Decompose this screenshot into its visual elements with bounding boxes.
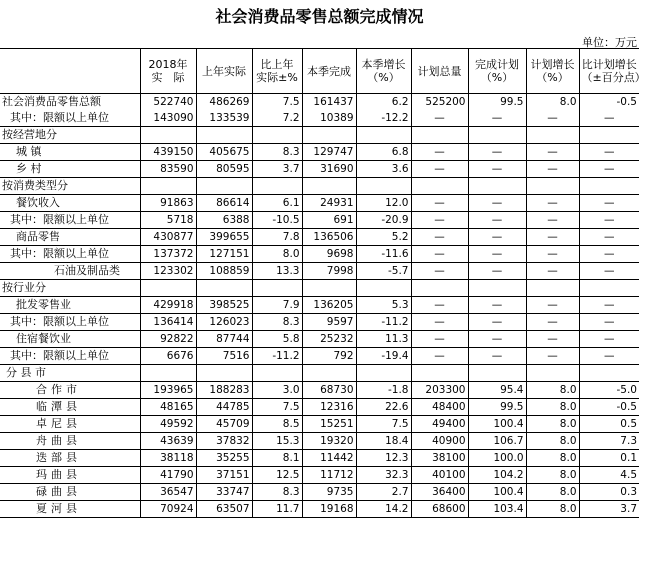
table-cell: 12316 [302,399,356,416]
table-cell: — [526,212,579,229]
table-cell: — [411,263,468,280]
table-cell: — [468,263,526,280]
table-row [0,110,639,127]
row-label: 玛曲县 [0,467,140,484]
table-cell: — [411,297,468,314]
table-cell: 9597 [302,314,356,331]
table-cell: 8.0 [526,382,579,399]
table-cell: — [526,297,579,314]
row-label: 其中：限额以上单位 [0,110,140,127]
table-cell: 106.7 [468,433,526,450]
table-cell: 95.4 [468,382,526,399]
table-cell: 19168 [302,501,356,518]
table-cell: -10.5 [252,212,302,229]
table-cell: 36547 [140,484,196,501]
table-cell: — [411,229,468,246]
table-cell [302,127,356,144]
row-label: 夏河县 [0,501,140,518]
table-cell: -0.5 [579,94,639,111]
table-cell: 99.5 [468,94,526,111]
table-cell: 136205 [302,297,356,314]
table-cell [252,280,302,297]
table-cell: 7516 [196,348,252,365]
table-cell: 70924 [140,501,196,518]
row-label: 按行业分 [0,280,140,297]
table-cell: 99.5 [468,399,526,416]
table-cell: 100.4 [468,484,526,501]
table-cell: 38100 [411,450,468,467]
table-cell: 11442 [302,450,356,467]
table-row [0,382,639,399]
table-cell [526,280,579,297]
table-cell: — [468,348,526,365]
column-header: 比上年 实际±% [252,49,302,94]
row-label: 临潭县 [0,399,140,416]
table-cell: 8.1 [252,450,302,467]
table-cell: — [468,195,526,212]
table-cell: 398525 [196,297,252,314]
table-cell [526,127,579,144]
table-cell: 133539 [196,110,252,127]
table-cell [468,127,526,144]
table-row [0,246,639,263]
table-cell: — [579,331,639,348]
table-cell: — [579,144,639,161]
table-row [0,297,639,314]
table-cell [579,365,639,382]
table-cell: 45709 [196,416,252,433]
table-cell: 691 [302,212,356,229]
table-cell: 3.6 [356,161,411,178]
table-cell: — [526,161,579,178]
table-cell: 8.0 [526,94,579,111]
row-label: 其中：限额以上单位 [0,348,140,365]
table-cell [140,127,196,144]
table-cell: — [579,263,639,280]
table-cell: — [411,110,468,127]
row-label: 舟曲县 [0,433,140,450]
table-cell: 6388 [196,212,252,229]
table-cell: 49592 [140,416,196,433]
table-cell: 6.1 [252,195,302,212]
table-cell: — [579,297,639,314]
table-cell: 24931 [302,195,356,212]
table-cell: — [411,161,468,178]
table-cell: — [579,195,639,212]
table-cell: 6676 [140,348,196,365]
table-cell: 33747 [196,484,252,501]
table-cell: 792 [302,348,356,365]
table-cell: -11.6 [356,246,411,263]
column-header: 上年实际 [196,49,252,94]
row-label: 碌曲县 [0,484,140,501]
table-cell: -5.7 [356,263,411,280]
row-label: 乡 村 [0,161,140,178]
table-cell [579,280,639,297]
table-cell: — [468,212,526,229]
row-label: 石油及制品类 [0,263,140,280]
column-header: 2018年 实 际 [140,49,196,94]
table-cell: — [579,348,639,365]
table-cell: 7.3 [579,433,639,450]
table-cell: -12.2 [356,110,411,127]
table-cell: 8.0 [526,399,579,416]
table-cell [356,127,411,144]
table-cell: — [526,314,579,331]
table-header-row [0,49,639,94]
table-cell [468,365,526,382]
table-cell: 31690 [302,161,356,178]
table-cell: 8.0 [526,501,579,518]
table-cell: 7.5 [356,416,411,433]
table-cell: 103.4 [468,501,526,518]
table-cell: 15251 [302,416,356,433]
retail-sales-table [0,48,646,518]
table-cell: — [579,161,639,178]
table-cell: 38118 [140,450,196,467]
table-cell: 439150 [140,144,196,161]
table-cell: 10389 [302,110,356,127]
row-label: 卓尼县 [0,416,140,433]
table-cell: 136506 [302,229,356,246]
table-cell: 25232 [302,331,356,348]
table-cell: 123302 [140,263,196,280]
table-cell: — [411,348,468,365]
table-cell: 13.3 [252,263,302,280]
table-cell: 108859 [196,263,252,280]
table-cell: — [411,144,468,161]
table-cell: 161437 [302,94,356,111]
table-cell: 4.5 [579,467,639,484]
table-cell: 2.7 [356,484,411,501]
column-header: 本季完成 [302,49,356,94]
table-cell [411,178,468,195]
table-cell: 91863 [140,195,196,212]
table-cell: 8.0 [252,246,302,263]
table-cell: — [579,246,639,263]
table-row [0,178,639,195]
table-cell: -20.9 [356,212,411,229]
table-cell: 8.0 [526,467,579,484]
table-cell: 7.8 [252,229,302,246]
table-cell: 15.3 [252,433,302,450]
table-cell: 0.5 [579,416,639,433]
table-row [0,280,639,297]
table-cell [302,280,356,297]
table-cell: 6.2 [356,94,411,111]
table-cell [252,365,302,382]
table-cell: — [526,110,579,127]
table-cell [140,365,196,382]
table-row [0,416,639,433]
table-cell [140,280,196,297]
table-cell: 48400 [411,399,468,416]
table-cell: 11.3 [356,331,411,348]
table-row [0,229,639,246]
table-cell: — [579,229,639,246]
table-row [0,450,639,467]
table-cell: 7.5 [252,399,302,416]
table-cell [411,280,468,297]
table-cell: 188283 [196,382,252,399]
row-label: 社会消费品零售总额 [2,95,101,108]
table-row [0,365,639,382]
table-cell: 12.0 [356,195,411,212]
table-cell: — [526,195,579,212]
row-label: 按消费类型分 [0,178,140,195]
row-label: 其中：限额以上单位 [0,314,140,331]
table-cell: — [468,110,526,127]
table-cell: 11.7 [252,501,302,518]
table-cell: 5718 [140,212,196,229]
table-cell: — [468,144,526,161]
row-label: 城 镇 [0,144,140,161]
table-cell: 11712 [302,467,356,484]
table-cell [468,280,526,297]
row-label: 餐饮收入 [0,195,140,212]
table-cell [252,178,302,195]
table-cell: — [579,110,639,127]
table-cell [196,178,252,195]
table-cell: — [411,314,468,331]
table-cell: 203300 [411,382,468,399]
table-cell: 405675 [196,144,252,161]
column-header: 本季增长 （%） [356,49,411,94]
table-cell [526,178,579,195]
table-cell: 7.5 [252,94,302,111]
table-cell: 12.5 [252,467,302,484]
table-cell: 127151 [196,246,252,263]
table-cell: — [468,229,526,246]
row-label: 批发零售业 [0,297,140,314]
unit-label: 单位：万元 [582,36,637,49]
table-cell: 43639 [140,433,196,450]
column-header: 完成计划 （%） [468,49,526,94]
table-cell: 63507 [196,501,252,518]
table-row [0,314,639,331]
table-cell: — [468,297,526,314]
table-cell: — [468,314,526,331]
table-cell: 32.3 [356,467,411,484]
table-cell: 40900 [411,433,468,450]
table-cell [356,178,411,195]
table-cell [579,127,639,144]
table-cell: 486269 [196,94,252,111]
table-cell [196,280,252,297]
table-cell [196,365,252,382]
table-cell: 8.3 [252,314,302,331]
column-header: 计划总量 [411,49,468,94]
page-title: 社会消费品零售总额完成情况 [215,7,424,26]
table-cell [252,127,302,144]
table-cell: 137372 [140,246,196,263]
table-cell: 5.3 [356,297,411,314]
table-cell: -19.4 [356,348,411,365]
table-cell: — [468,161,526,178]
table-cell [411,365,468,382]
table-cell [356,365,411,382]
table-cell: 6.8 [356,144,411,161]
table-cell: 193965 [140,382,196,399]
table-cell [196,127,252,144]
table-cell: -11.2 [356,314,411,331]
table-cell: -0.5 [579,399,639,416]
table-cell: 100.4 [468,416,526,433]
table-cell: 8.3 [252,144,302,161]
table-cell: — [526,331,579,348]
table-cell: 80595 [196,161,252,178]
row-label: 其中：限额以上单位 [0,246,140,263]
table-cell: 399655 [196,229,252,246]
table-cell: 92822 [140,331,196,348]
table-cell: 100.0 [468,450,526,467]
table-cell: — [411,195,468,212]
table-row [0,94,639,111]
table-body [0,94,639,518]
table-row [0,127,639,144]
table-cell: — [526,144,579,161]
table-cell: — [526,229,579,246]
table-row [0,161,639,178]
row-label: 其中：限额以上单位 [0,212,140,229]
table-cell [526,365,579,382]
table-cell: 12.3 [356,450,411,467]
table-cell [302,178,356,195]
table-row [0,212,639,229]
table-cell: 37832 [196,433,252,450]
table-cell: 37151 [196,467,252,484]
table-cell: -1.8 [356,382,411,399]
table-cell: 35255 [196,450,252,467]
table-cell: 8.5 [252,416,302,433]
table-cell: 36400 [411,484,468,501]
table-cell: 49400 [411,416,468,433]
table-cell: 3.0 [252,382,302,399]
column-header [0,49,140,94]
table-cell: — [526,348,579,365]
table-cell: 68730 [302,382,356,399]
table-cell: 68600 [411,501,468,518]
table-cell: 5.8 [252,331,302,348]
row-label: 分 县 市 [0,365,140,382]
table-cell: — [579,314,639,331]
table-cell [140,178,196,195]
row-label: 按经营地分 [0,127,140,144]
table-cell: — [411,212,468,229]
table-cell: 14.2 [356,501,411,518]
table-cell: 104.2 [468,467,526,484]
table-cell: 8.0 [526,433,579,450]
table-cell: 7.9 [252,297,302,314]
table-cell: 136414 [140,314,196,331]
table-row [0,195,639,212]
table-cell: 7998 [302,263,356,280]
row-label: 合作市 [0,382,140,399]
table-cell: 83590 [140,161,196,178]
table-cell: 19320 [302,433,356,450]
table-cell: 41790 [140,467,196,484]
table-cell: 8.0 [526,416,579,433]
table-cell: 48165 [140,399,196,416]
table-cell: 129747 [302,144,356,161]
table-cell [468,178,526,195]
table-cell: 3.7 [252,161,302,178]
column-header: 计划增长 （%） [526,49,579,94]
table-cell [356,280,411,297]
table-cell: 143090 [140,110,196,127]
table-cell: 7.2 [252,110,302,127]
row-label: 住宿餐饮业 [0,331,140,348]
table-row [0,331,639,348]
table-cell: — [526,263,579,280]
table-cell: 86614 [196,195,252,212]
table-row [0,399,639,416]
table-cell: 522740 [140,94,196,111]
table-cell: — [526,246,579,263]
table-cell: 9735 [302,484,356,501]
table-row [0,263,639,280]
table-cell: 9698 [302,246,356,263]
row-label: 迭部县 [0,450,140,467]
row-label: 商品零售 [0,229,140,246]
table-cell: 8.0 [526,450,579,467]
table-cell: 5.2 [356,229,411,246]
table-row [0,433,639,450]
table-cell: 87744 [196,331,252,348]
table-cell: — [411,246,468,263]
table-row [0,348,639,365]
table-row [0,144,639,161]
table-cell: 0.1 [579,450,639,467]
table-cell: — [579,212,639,229]
table-cell: 40100 [411,467,468,484]
table-cell [302,365,356,382]
table-cell: -5.0 [579,382,639,399]
table-cell: 3.7 [579,501,639,518]
table-cell: — [468,331,526,348]
table-cell: 430877 [140,229,196,246]
table-cell: — [411,331,468,348]
table-cell: 0.3 [579,484,639,501]
table-cell: 18.4 [356,433,411,450]
table-cell: — [468,246,526,263]
table-row [0,484,639,501]
table-cell: 8.0 [526,484,579,501]
table-cell [579,178,639,195]
table-cell: -11.2 [252,348,302,365]
table-row [0,501,639,518]
table-cell: 429918 [140,297,196,314]
table-cell: 8.3 [252,484,302,501]
table-cell [411,127,468,144]
table-cell: 22.6 [356,399,411,416]
table-cell: 44785 [196,399,252,416]
table-cell: 525200 [411,94,468,111]
column-header: 比计划增长 （±百分点） [579,49,639,94]
table-row [0,467,639,484]
table-cell: 126023 [196,314,252,331]
